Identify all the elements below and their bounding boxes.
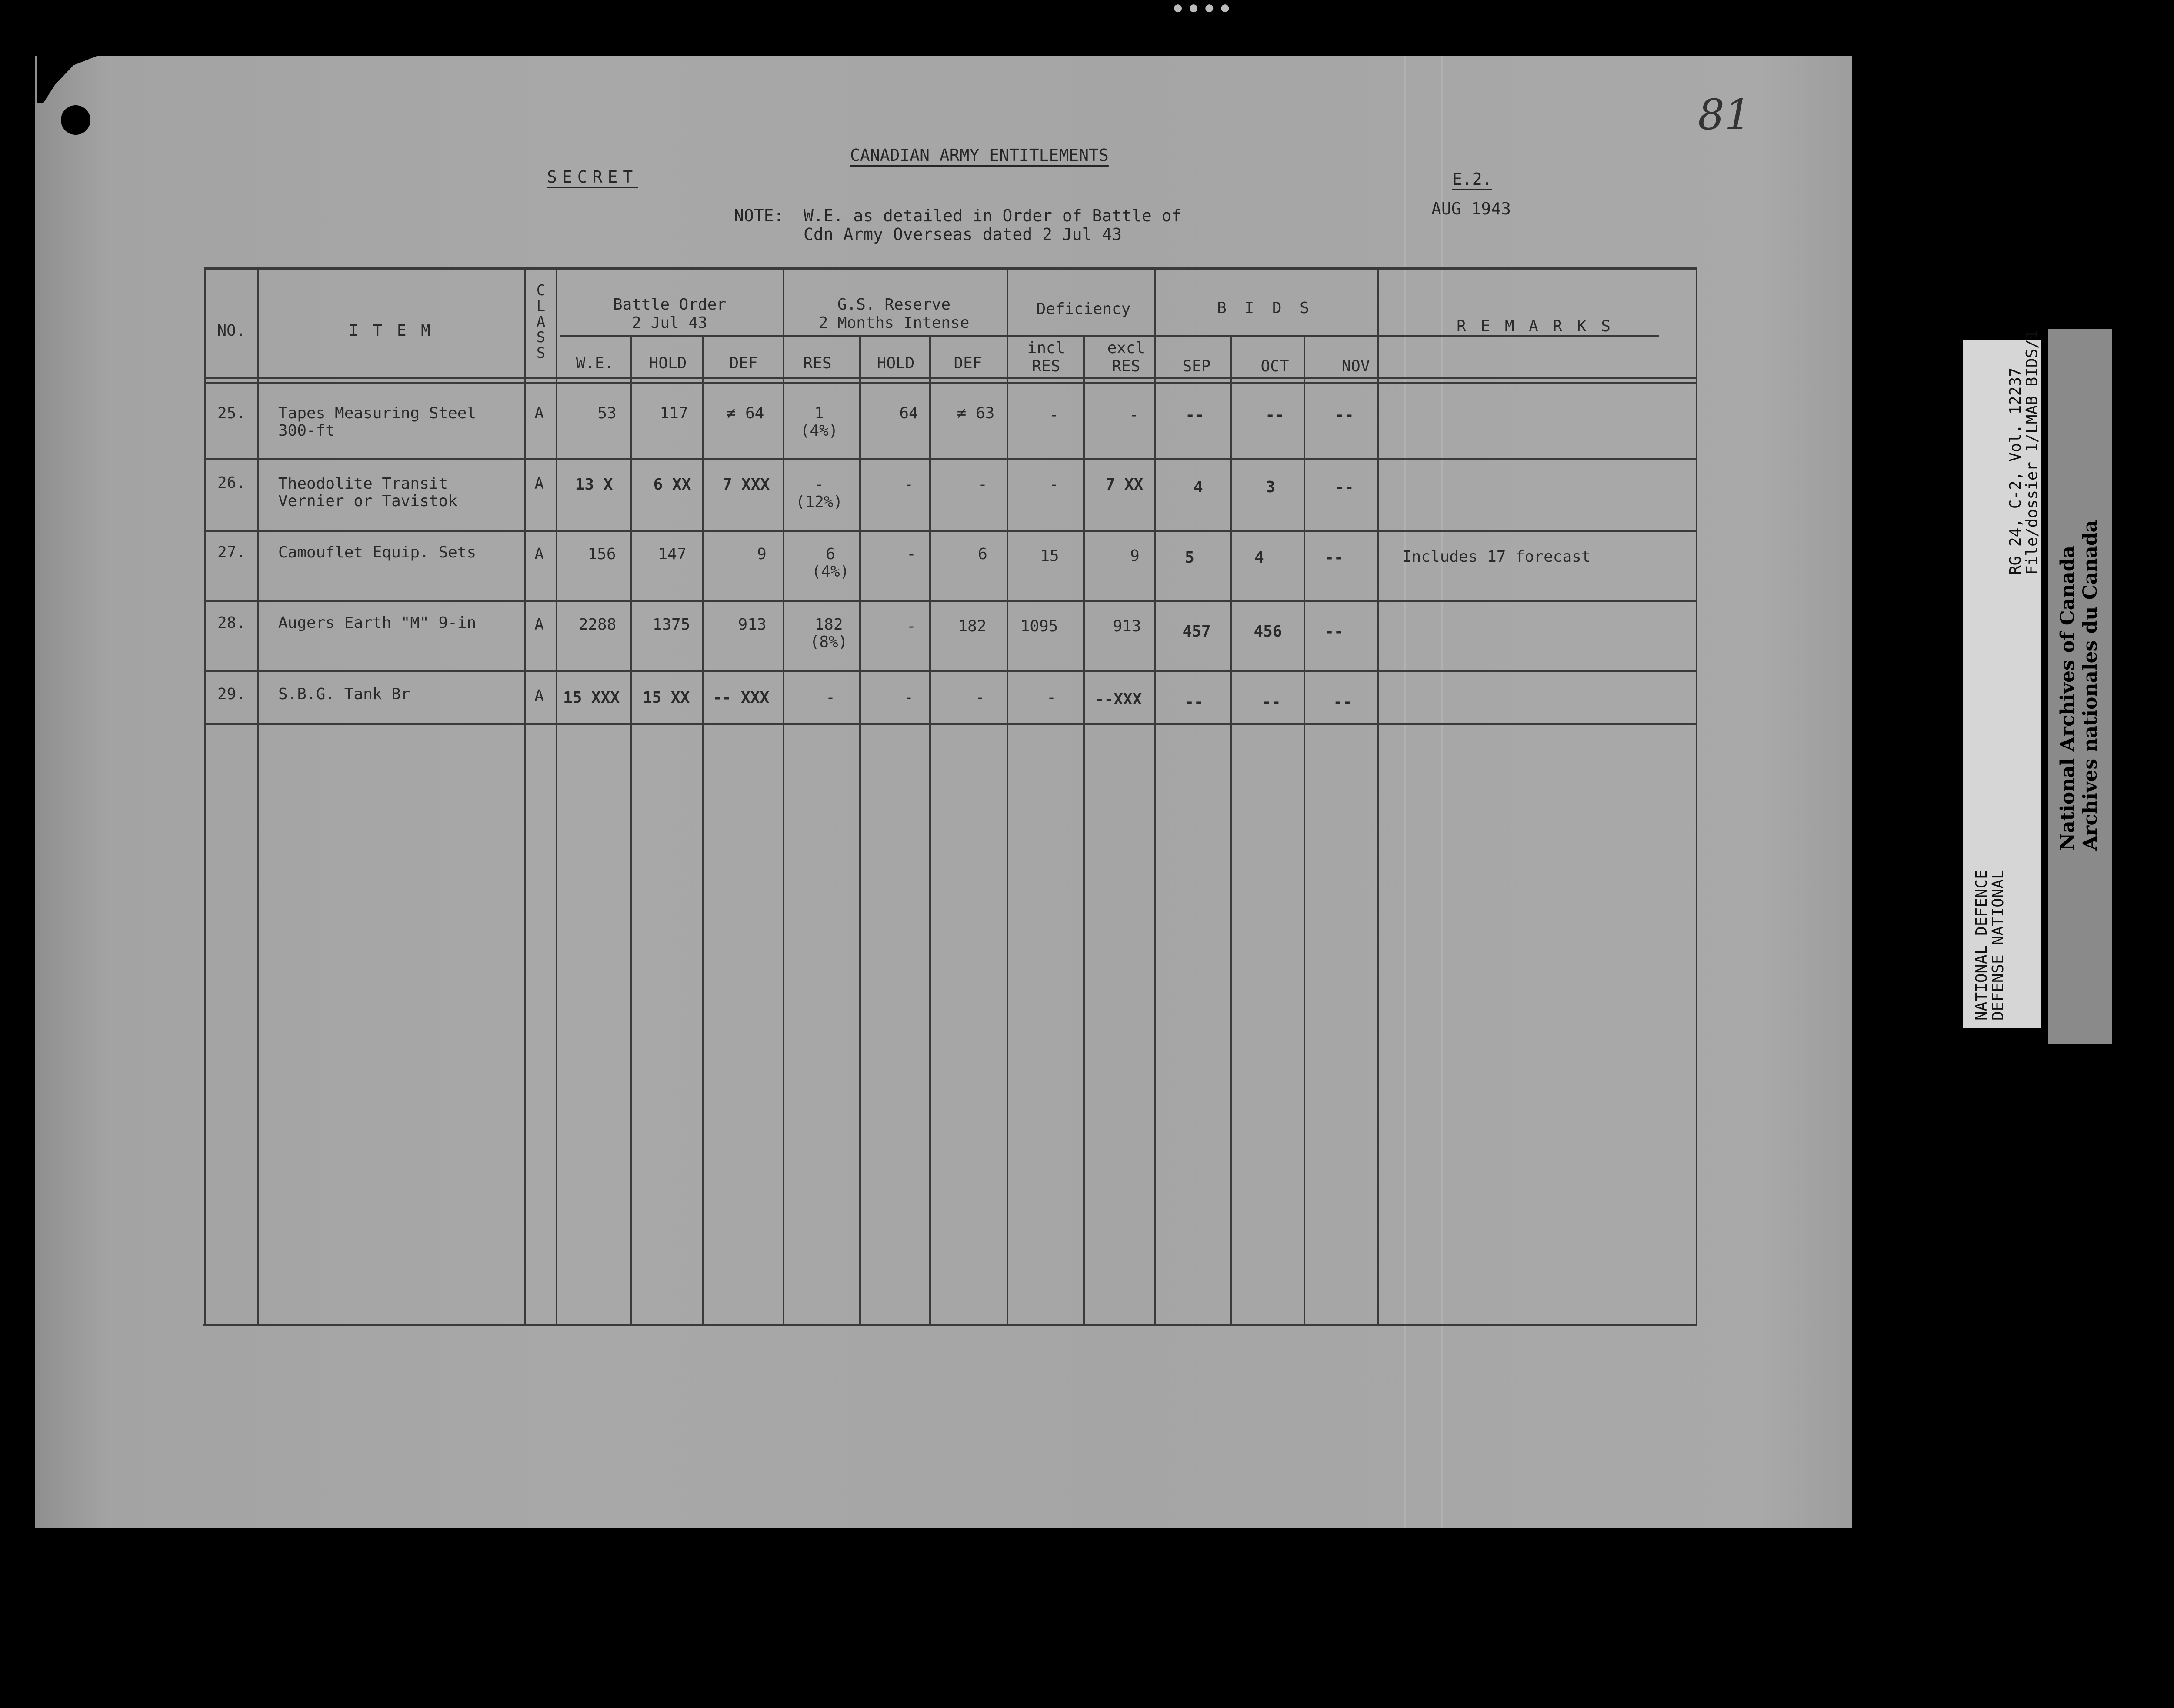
col-line [630, 335, 632, 1325]
row-excl: 7 XX [1105, 476, 1144, 494]
subheader-res: RES [803, 354, 832, 372]
row-excl: 913 [1113, 617, 1141, 635]
col-header-no: NO. [217, 322, 246, 340]
col-header-remarks: R E M A R K S [1457, 317, 1613, 335]
row-gs-def: 182 [958, 617, 987, 635]
col-line [1154, 267, 1156, 1325]
subheader-gs-def: DEF [954, 354, 982, 372]
row-hold: 1375 [652, 616, 690, 634]
row-res-pct: (4%) [811, 563, 850, 580]
col-header-deficiency: Deficiency [1036, 300, 1131, 318]
row-incl: 15 [1040, 547, 1059, 565]
col-header-bids: B I D S [1217, 299, 1314, 317]
col-line [929, 335, 931, 1325]
row-item-line2: 300-ft [278, 422, 335, 440]
row-incl: 1095 [1020, 617, 1058, 635]
row-gs-def: 6 [978, 545, 987, 563]
class-letter: L [536, 297, 546, 315]
subheader-oct: OCT [1260, 357, 1289, 375]
table-top-border [205, 267, 1697, 270]
col-line [1007, 267, 1008, 1325]
col-line [702, 335, 704, 1325]
row-class: A [534, 475, 544, 493]
row-res: 182 [814, 616, 843, 634]
note-line-2: Cdn Army Overseas dated 2 Jul 43 [804, 225, 1122, 244]
row-def: 913 [738, 616, 767, 634]
record-group-ref: RG 24, C-2, Vol. 12237 [2007, 367, 2024, 575]
row-we: 156 [587, 545, 616, 563]
row-item: Augers Earth "M" 9-in [278, 614, 477, 632]
row-excl: - [1129, 406, 1139, 424]
subheader-excl: excl [1107, 339, 1145, 357]
row-sep: -- [1185, 406, 1204, 424]
document-title: CANADIAN ARMY ENTITLEMENTS [850, 146, 1109, 165]
col-line [556, 267, 557, 1325]
row-res-pct: (4%) [800, 422, 838, 440]
row-oct: 3 [1266, 478, 1275, 496]
row-hold: 15 XX [642, 689, 690, 707]
row-item: S.B.G. Tank Br [278, 685, 410, 703]
row-res-pct: (12%) [795, 493, 843, 511]
row-sep: -- [1184, 693, 1204, 711]
row-sep: 4 [1194, 478, 1203, 496]
row-item: Camouflet Equip. Sets [278, 544, 477, 561]
col-header-class [532, 283, 550, 361]
row-class: A [534, 404, 544, 422]
row-hold: 147 [658, 545, 687, 563]
header-bottom-line-2 [205, 382, 1697, 384]
subheader-nov: NOV [1341, 357, 1370, 375]
archives-name-fr: Archives nationales du Canada [2079, 520, 2101, 851]
archive-reference-label [1963, 330, 2041, 1028]
col-line [1304, 335, 1305, 1325]
row-def: 7 XXX [722, 476, 770, 494]
row-excl: --XXX [1094, 691, 1142, 708]
row-incl: - [1049, 406, 1059, 424]
row-incl: - [1047, 689, 1056, 707]
row-gs-hold: 64 [899, 404, 918, 422]
row-gs-hold: - [904, 689, 914, 707]
row-nov: -- [1333, 693, 1352, 711]
file-ref: File/dossier 1/LMAB BIDS/1 [2023, 330, 2041, 575]
class-letter: C [536, 282, 546, 299]
row-gs-hold: - [904, 476, 914, 494]
row-divider [205, 670, 1697, 672]
punch-hole [61, 105, 90, 135]
row-gs-def: - [975, 689, 985, 707]
row-divider [205, 530, 1697, 532]
subheader-excl-res: RES [1112, 357, 1140, 375]
row-oct: 4 [1254, 549, 1264, 567]
row-def: -- XXX [712, 689, 770, 707]
row-gs-def: ≠ 63 [957, 404, 995, 422]
subheader-def: DEF [729, 354, 758, 372]
row-no: 27. [217, 544, 246, 561]
col-line [1696, 267, 1697, 1325]
row-class: A [534, 687, 544, 705]
row-res: - [826, 689, 835, 707]
row-no: 26. [217, 474, 246, 492]
document-date: AUG 1943 [1431, 199, 1511, 218]
row-we: 13 X [575, 476, 613, 494]
row-item: Theodolite Transit [278, 475, 448, 493]
row-no: 28. [217, 614, 246, 632]
row-res: 1 [814, 404, 824, 422]
row-res: - [814, 476, 824, 494]
row-gs-def: - [978, 476, 987, 494]
row-res-pct: (8%) [810, 633, 848, 651]
row-gs-hold: - [907, 545, 916, 563]
col-line [1230, 335, 1232, 1325]
col-header-gs-reserve: G.S. Reserve [837, 296, 951, 314]
archives-stamp-label [2048, 329, 2112, 1044]
row-excl: 9 [1130, 547, 1140, 565]
film-edge-marks: ● ● ● ● [1174, 0, 1229, 15]
row-item-line2: Vernier or Tavistok [278, 492, 457, 510]
row-nov: -- [1324, 623, 1344, 640]
col-header-item: I T E M [349, 322, 433, 340]
class-letter: S [536, 344, 546, 362]
row-no: 29. [217, 685, 246, 703]
subheader-hold: HOLD [649, 354, 687, 372]
row-we: 15 XXX [563, 689, 620, 707]
document-sheet [35, 56, 1852, 1528]
row-we: 2288 [578, 616, 617, 634]
row-incl: - [1049, 476, 1059, 494]
class-letter: S [536, 329, 546, 346]
col-line [204, 267, 206, 1325]
note-line-1: W.E. as detailed in Order of Battle of [804, 206, 1182, 225]
document-reference: E.2. [1452, 170, 1492, 189]
row-remarks: Includes 17 forecast [1402, 548, 1591, 566]
row-hold: 117 [660, 404, 688, 422]
note-label: NOTE: [734, 206, 784, 225]
dept-fr: DEFENSE NATIONAL [1989, 870, 2007, 1021]
col-line [859, 335, 861, 1325]
row-oct: -- [1265, 406, 1284, 424]
col-header-gs-reserve-sub: 2 Months Intense [818, 314, 970, 332]
row-nov: -- [1335, 478, 1354, 496]
subheader-incl: incl [1027, 339, 1065, 357]
dept-en: NATIONAL DEFENCE [1973, 870, 1991, 1021]
row-oct: -- [1262, 693, 1281, 711]
row-no: 25. [217, 404, 246, 422]
row-divider [205, 723, 1697, 725]
subheader-sep: SEP [1182, 357, 1211, 375]
archives-name-en: National Archives of Canada [2057, 545, 2079, 851]
row-class: A [534, 616, 544, 634]
col-header-battle-order-date: 2 Jul 43 [632, 314, 707, 332]
row-sep: 457 [1182, 623, 1211, 640]
subheader-gs-hold: HOLD [877, 354, 915, 372]
col-line [783, 267, 784, 1325]
class-letter: A [536, 313, 546, 330]
row-nov: -- [1324, 549, 1344, 567]
col-header-battle-order: Battle Order [613, 296, 727, 314]
row-oct: 456 [1254, 623, 1282, 640]
header-bottom-line [205, 377, 1697, 379]
col-line [257, 267, 259, 1325]
col-line [1083, 335, 1085, 1325]
row-item: Tapes Measuring Steel [278, 404, 477, 422]
row-sep: 5 [1185, 549, 1194, 567]
classification-marking: SECRET [547, 167, 638, 187]
row-def: 9 [757, 545, 767, 563]
table-bottom-border [203, 1324, 1697, 1326]
row-nov: -- [1335, 406, 1354, 424]
row-gs-hold: - [907, 617, 916, 635]
col-line [524, 267, 526, 1325]
col-line [1377, 267, 1379, 1325]
subheader-we: W.E. [576, 354, 614, 372]
row-we: 53 [597, 404, 617, 422]
row-hold: 6 XX [653, 476, 691, 494]
row-divider [205, 600, 1697, 602]
subheader-incl-res: RES [1032, 357, 1060, 375]
page-number: 81 [1698, 90, 1751, 139]
row-divider [205, 458, 1697, 460]
row-class: A [534, 545, 544, 563]
row-def: ≠ 64 [726, 404, 764, 422]
row-res: 6 [826, 545, 835, 563]
